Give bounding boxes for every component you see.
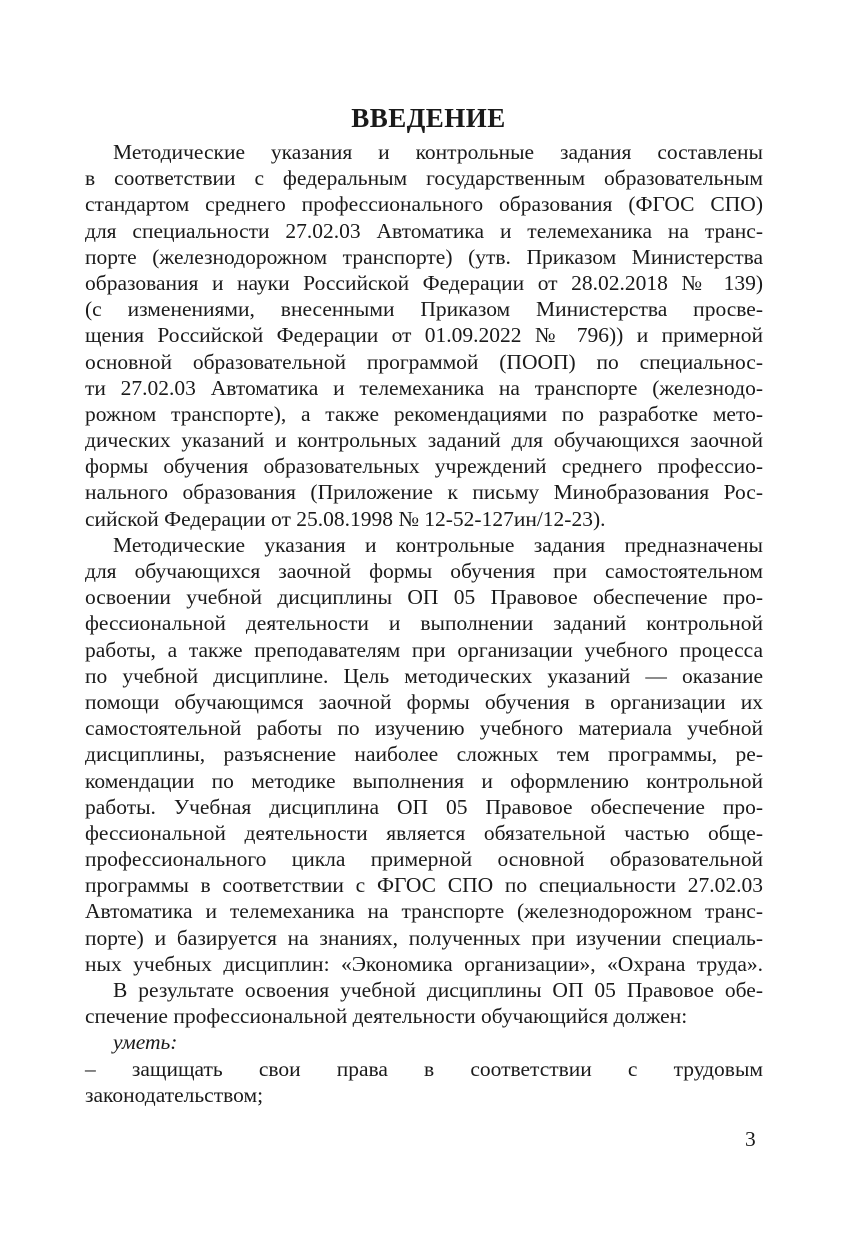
paragraph-1-line: формы обучения образовательных учреждений среднего профессио- xyxy=(85,454,763,479)
paragraph-1-line: в соответствии с федеральным государственным образовательным xyxy=(85,166,763,191)
section-title: ВВЕДЕНИЕ xyxy=(351,103,506,133)
paragraph-2-line: самостоятельной работы по изучению учебного материала учебной xyxy=(85,716,763,741)
paragraph-2-line: по учебной дисциплине. Цель методических указаний — оказание xyxy=(85,663,763,688)
paragraph-1-line: порте (железнодорожном транспорте) (утв. Приказом Министерства xyxy=(85,244,763,269)
paragraph-1-line: стандартом среднего профессионального образования (ФГОС СПО) xyxy=(85,192,763,217)
paragraph-3-line: В результате освоения учебной дисциплины ОП 05 Правовое обе- xyxy=(113,978,763,1002)
paragraph-2-line: освоении учебной дисциплины ОП 05 Правовое обеспечение про- xyxy=(85,585,763,610)
paragraph-1-line: рожном транспорте), а также рекомендациями по разработке мето- xyxy=(85,401,763,426)
paragraph-2-line: Методические указания и контрольные задания предназначены xyxy=(113,532,763,557)
paragraph-1-line: дических указаний и контрольных заданий для обучающихся заочной xyxy=(85,428,763,453)
paragraph-2-line: комендации по методике выполнения и оформлению контрольной xyxy=(85,768,763,793)
paragraph-3-line: спечение профессиональной деятельности обучающийся должен: xyxy=(85,1004,688,1029)
paragraph-1-line: для специальности 27.02.03 Автоматика и телемеханика на транс- xyxy=(85,218,763,243)
paragraph-2-line: Автоматика и телемеханика на транспорте (железнодорожном транс- xyxy=(85,899,763,924)
paragraph-1-line: образования и науки Российской Федерации от 28.02.2018 № 139) xyxy=(85,270,763,295)
skills-list-item-line: законодательством; xyxy=(85,1082,264,1107)
paragraph-2-line: дисциплины, разъяснение наиболее сложных тем программы, ре- xyxy=(85,742,763,767)
skills-heading: уметь: xyxy=(113,1030,178,1055)
paragraph-1-line: щения Российской Федерации от 01.09.2022 № 796)) и примерной xyxy=(85,323,763,348)
paragraph-2-line: фессиональной деятельности является обязательной частью обще- xyxy=(85,820,763,845)
paragraph-2-line: фессиональной деятельности и выполнении заданий контрольной xyxy=(85,611,763,636)
paragraph-2-line: ных учебных дисциплин: «Экономика организации», «Охрана труда». xyxy=(85,951,763,976)
paragraph-1-line: сийской Федерации от 25.08.1998 № 12-52-127ин/12-23). xyxy=(85,506,606,531)
paragraph-2-line: профессионального цикла примерной основной образовательной xyxy=(85,847,763,872)
paragraph-1-line: ти 27.02.03 Автоматика и телемеханика на транспорте (железнодо- xyxy=(85,375,763,400)
paragraph-1-line: нального образования (Приложение к письму Минобразования Рос- xyxy=(85,480,763,505)
paragraph-2-line: работы. Учебная дисциплина ОП 05 Правовое обеспечение про- xyxy=(85,794,763,819)
paragraph-2-line: помощи обучающимся заочной формы обучения в организации их xyxy=(85,689,763,714)
paragraph-2-line: для обучающихся заочной формы обучения при самостоятельном xyxy=(85,559,763,583)
paragraph-2-line: программы в соответствии с ФГОС СПО по специальности 27.02.03 xyxy=(85,873,763,898)
skills-list-item-line: – защищать свои права в соответствии с трудовым xyxy=(85,1056,763,1081)
paragraph-1-line: Методические указания и контрольные задания составлены xyxy=(113,140,763,164)
paragraph-2-line: порте) и базируется на знаниях, полученных при изучении специаль- xyxy=(85,925,763,950)
paragraph-1-line: основной образовательной программой (ПООП) по специальнос- xyxy=(85,349,763,374)
paragraph-1-line: (с изменениями, внесенными Приказом Министерства просве- xyxy=(85,297,763,322)
paragraph-2-line: работы, а также преподавателям при организации учебного процесса xyxy=(85,637,763,662)
body-text xyxy=(85,139,763,1108)
page-number: 3 xyxy=(745,1127,756,1151)
